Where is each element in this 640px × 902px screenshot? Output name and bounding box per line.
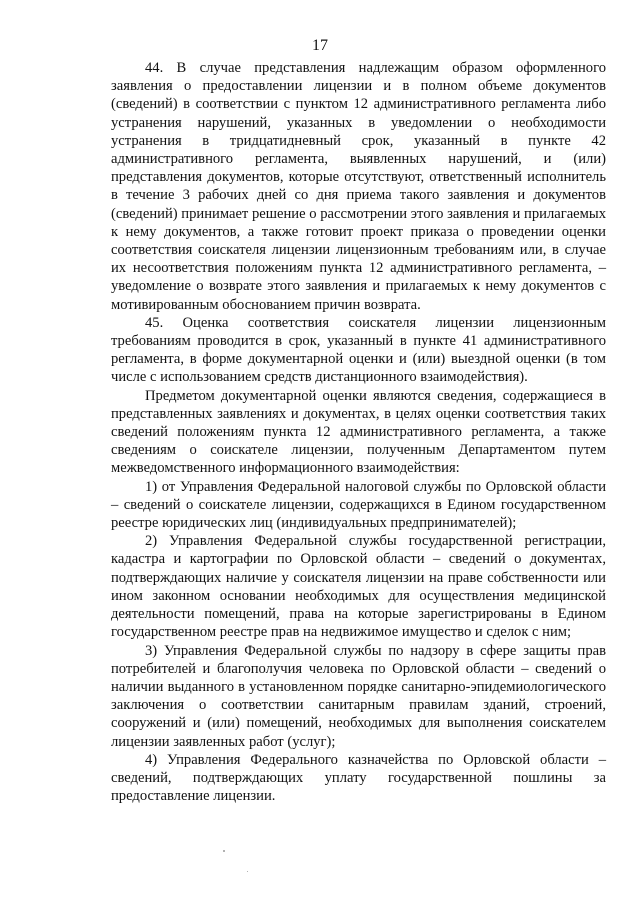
list-item-2: 2) Управления Федеральной службы государственной регистрации, кадастра и картографии по Орловской области – сведений о документах, подтверждающих наличие у соискателя лицензии на праве собственности или ином законном основании необходимых для осуществления медицинской деятельности помещений, права на которые зарегистрированы в Едином государственном реестре прав на недвижимое имущество и сделок с ним; (111, 533, 606, 641)
scan-speck (247, 871, 248, 872)
paragraph-44: 44. В случае представления надлежащим образом оформленного заявления о предоставлении лицензии и в полном объеме документов (сведений) в соответствии с пунктом 12 административного регламента либо устранения нарушений, указанных в уведомлении о необходимости устранения в тридцатидневный срок, указанный в пункте 42 административного регламента, выявленных нарушений, и (или) представления документов, которые отсутствуют, ответственный исполнитель в течение 3 рабочих дней со дня приема такого заявления и документов (сведений) принимает решение о рассмотрении этого заявления и прилагаемых к нему документов, а также готовит проект приказа о проведении оценки соответствия соискателя лицензии лицензионным требованиям или, в случае их несоответствия положениям пункта 12 административного регламента, – уведомление о возврате этого заявления и прилагаемых к нему документов с мотивированным обоснованием причин возврата. (111, 60, 606, 313)
list-item-4: 4) Управления Федерального казначейства по Орловской области – сведений, подтверждающих уплату государственной пошлины за предоставление лицензии. (111, 751, 606, 805)
paragraph-45: 45. Оценка соответствия соискателя лицензии лицензионным требованиям проводится в срок, указанный в пункте 41 административного регламента, в форме документарной оценки и (или) выездной оценки (в том числе с использованием средств дистанционного взаимодействия). (111, 314, 606, 386)
page-number: 17 (312, 37, 328, 54)
document-body (111, 59, 606, 805)
scan-speck (223, 850, 225, 852)
list-item-1: 1) от Управления Федеральной налоговой службы по Орловской области – сведений о соискателе лицензии, содержащихся в Едином государственном реестре юридических лиц (индивидуальных предпринимателей); (111, 478, 606, 532)
list-item-3: 3) Управления Федеральной службы по надзору в сфере защиты прав потребителей и благополучия человека по Орловской области – сведений о наличии выданного в установленном порядке санитарно-эпидемиологического заключения о соответствии санитарным правилам зданий, строений, сооружений и (или) помещений, необходимых для выполнения соискателем лицензии заявленных работ (услуг); (111, 642, 606, 750)
paragraph-documentary-assessment: Предметом документарной оценки являются сведения, содержащиеся в представленных заявлениях и документах, в целях оценки соответствия таких сведений положениям пункта 12 административного регламента, а также сведениям о соискателе лицензии, полученным Департаментом путем межведомственного информационного взаимодействия: (111, 387, 606, 477)
